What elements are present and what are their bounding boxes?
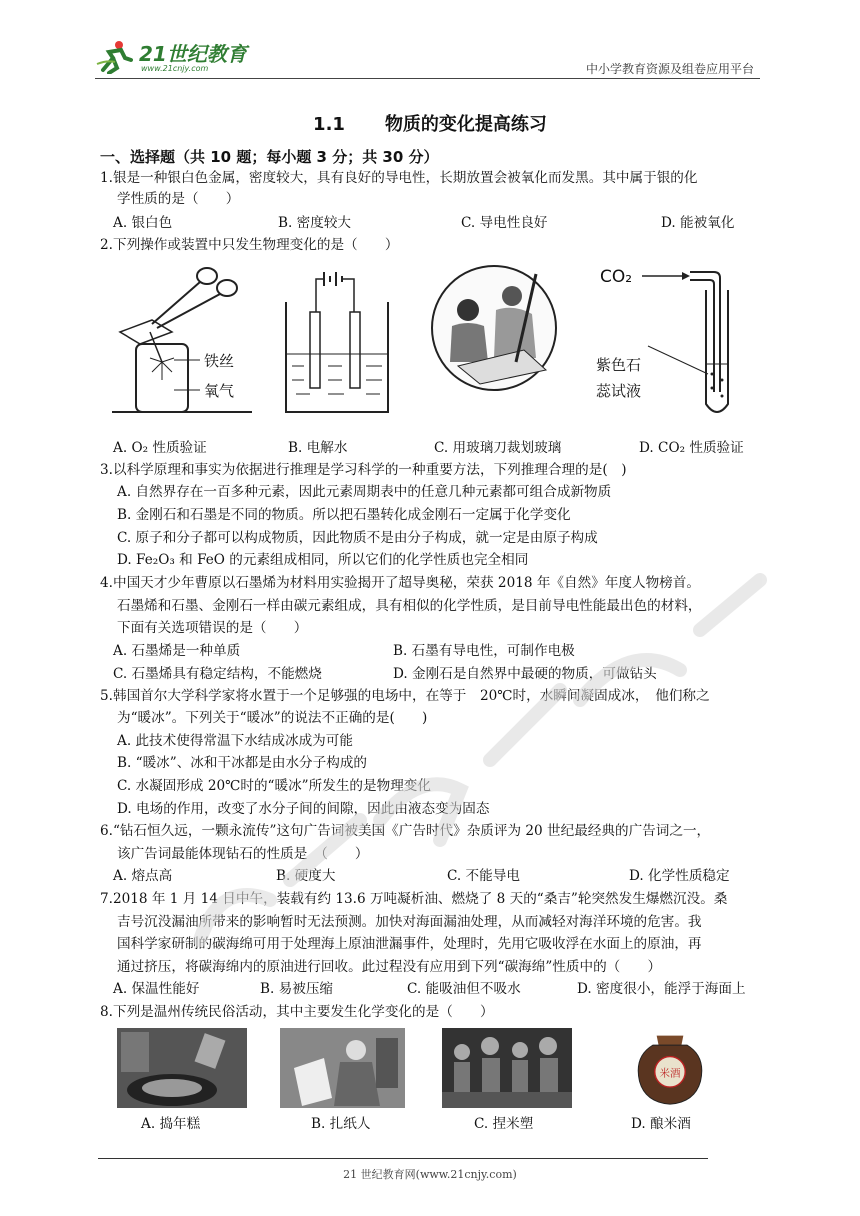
q7-stem-line2: 吉号沉没漏油所带来的影响暂时无法预测。加快对海面漏油处理，从而减轻对海洋环境的危害。我 [117,914,702,930]
q7-stem-line4: 通过挤压，将碳海绵内的原油进行回收。此过程没有应用到下列“碳海绵”性质中的（ ） [117,959,662,975]
q8-option-a: A. 捣年糕 [141,1116,201,1132]
q8-option-c: C. 捏米塑 [474,1116,534,1132]
q1-stem-line1: 1.银是一种银白色金属，密度较大，具有良好的导电性，长期放置会被氧化而发黑。其中属于银的化 [100,170,698,186]
q6-option-c: C. 不能导电 [447,868,520,884]
q5-stem-line2: 为“暖冰”。下列关于“暖冰”的说法不正确的是( ) [117,710,428,726]
q8-photos [112,1028,732,1112]
q3-option-a: A. 自然界存在一百多种元素，因此元素周期表中的任意几种元素都可组合成新物质 [117,484,612,500]
q4-stem-line2: 石墨烯和石墨、金刚石一样由碳元素组成，具有相似的化学性质，是目前导电性能最出色的材料， [117,598,702,614]
q8-stem: 8.下列是温州传统民俗活动，其中主要发生化学变化的是（ ） [100,1004,494,1020]
q4-option-a: A. 石墨烯是一种单质 [113,643,241,659]
label-co2: CO₂ [600,267,633,287]
q6-option-d: D. 化学性质稳定 [629,868,730,884]
figure-co2-litmus [582,262,752,422]
footer-rule [98,1158,708,1159]
label-litmus-2: 蕊试液 [596,382,642,400]
photo-rice-sculpture [442,1028,572,1108]
q7-option-c: C. 能吸油但不吸水 [407,981,521,997]
section-heading: 一、选择题（共 10 题；每小题 3 分；共 30 分） [100,148,439,166]
label-litmus-1: 紫色石 [596,356,642,374]
q8-option-d: D. 酿米酒 [631,1116,691,1132]
platform-label: 中小学教育资源及组卷应用平台 [585,62,754,76]
title-text: 物质的变化提高练习 [384,114,547,135]
q1-option-b: B. 密度较大 [278,215,352,231]
q4-option-b: B. 石墨有导电性，可制作电极 [393,643,575,659]
q1-option-d: D. 能被氧化 [661,215,735,231]
q1-option-c: C. 导电性良好 [461,215,548,231]
q1-stem-line2: 学性质的是（ ） [117,191,240,207]
figure-glass-cutting [428,262,560,394]
q5-stem-line1: 5.韩国首尔大学科学家将水置于一个足够强的电场中，在等于 20℃时，水瞬间凝固成冰， 他们称之 [100,688,710,704]
q4-stem-line3: 下面有关选项错误的是（ ） [117,620,308,636]
brand-logo [95,36,265,76]
runner-logo-icon [95,40,133,74]
q3-option-b: B. 金刚石和石墨是不同的物质。所以把石墨转化成金刚石一定属于化学变化 [117,507,571,523]
label-oxygen: 氧气 [204,382,235,400]
q6-stem-line2: 该广告词最能体现钻石的性质是 （ ） [117,846,369,862]
photo-rice-wine-jar [622,1028,718,1108]
q4-stem-line1: 4.中国天才少年曹原以石墨烯为材料用实验揭开了超导奥秘，荣获 2018 年《自然》年度人物榜首。 [100,575,700,591]
page-title [0,110,860,136]
title-number: 1.1 [313,114,345,135]
jar-label: 米酒 [659,1067,681,1080]
figure-electrolysis [272,262,402,422]
q4-option-c: C. 石墨烯具有稳定结构，不能燃烧 [113,666,322,682]
q2-option-a: A. O₂ 性质验证 [113,440,207,456]
q2-option-d: D. CO₂ 性质验证 [639,440,744,456]
q3-option-d: D. Fe₂O₃ 和 FeO 的元素组成相同，所以它们的化学性质也完全相同 [117,552,529,568]
q7-option-b: B. 易被压缩 [260,981,334,997]
q7-option-a: A. 保温性能好 [113,981,200,997]
q2-option-c: C. 用玻璃刀裁划玻璃 [434,440,562,456]
photo-pounding-rice-cake [117,1028,247,1108]
photo-paper-figures [280,1028,405,1108]
q1-option-a: A. 银白色 [113,215,173,231]
q8-option-b: B. 扎纸人 [311,1116,371,1132]
page-header [95,32,760,80]
brand-name: 21世纪教育 [139,42,247,66]
brand-url: www.21cnjy.com [141,64,209,73]
figure-iron-oxygen [112,262,252,422]
q2-option-b: B. 电解水 [288,440,348,456]
q6-option-b: B. 硬度大 [276,868,336,884]
q5-option-b: B. “暖冰”、冰和干冰都是由水分子构成的 [117,755,368,771]
q6-stem-line1: 6.“钻石恒久远，一颗永流传”这句广告词被美国《广告时代》杂质评为 20 世纪最经典的广告词之一， [100,823,711,839]
q5-option-d: D. 电场的作用，改变了水分子间的间隙，因此由液态变为固态 [117,801,490,817]
header-rule [95,78,760,79]
q3-option-c: C. 原子和分子都可以构成物质，因此物质不是由分子构成，就一定是由原子构成 [117,530,598,546]
q7-option-d: D. 密度很小，能浮于海面上 [577,981,746,997]
q2-stem: 2.下列操作或装置中只发生物理变化的是（ ） [100,237,399,253]
q2-figures [112,262,762,432]
q7-stem-line1: 7.2018 年 1 月 14 日中午，装载有约 13.6 万吨凝析油、燃烧了 8 天的“桑吉”轮突然发生爆燃沉没。桑 [100,891,728,907]
q5-option-c: C. 水凝固形成 20℃时的“暖冰”所发生的是物理变化 [117,778,431,794]
label-iron-wire: 铁丝 [204,352,235,370]
q4-option-d: D. 金刚石是自然界中最硬的物质，可做钻头 [393,666,657,682]
page-footer: 21 世纪教育网(www.21cnjy.com) [343,1168,517,1181]
q3-stem: 3.以科学原理和事实为依据进行推理是学习科学的一种重要方法，下列推理合理的是( ) [100,462,627,478]
q6-option-a: A. 熔点高 [113,868,173,884]
q7-stem-line3: 国科学家研制的碳海绵可用于处理海上原油泄漏事件，处理时，先用它吸收浮在水面上的原油，再 [117,936,702,952]
q5-option-a: A. 此技术使得常温下水结成冰成为可能 [117,733,353,749]
